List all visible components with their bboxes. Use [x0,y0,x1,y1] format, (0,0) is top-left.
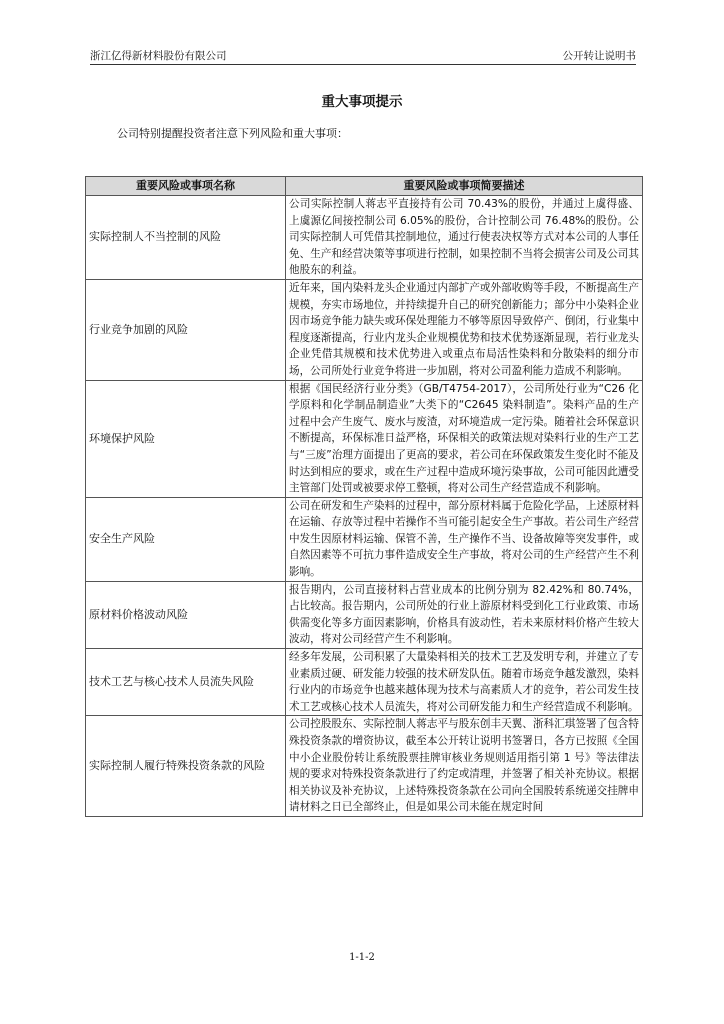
company-name: 浙江亿得新材料股份有限公司 [90,50,227,62]
risk-name: 实际控制人履行特殊投资条款的风险 [86,716,286,817]
risk-table [85,176,643,817]
risk-description: 报告期内，公司直接材料占营业成本的比例分别为 82.42%和 80.74%，占比较高。报告期内，公司所处的行业上游原材料受到化工行业政策、市场供需变化等多方面因素影响，价格具有波动性，若未来原材料价格产生较大波动，将对公司经营产生不利影响。 [286,581,643,648]
risk-name: 技术工艺与核心技术人员流失风险 [86,649,286,716]
table-row [86,497,643,581]
page-header [90,46,636,65]
intro-text: 公司特别提醒投资者注意下列风险和重大事项： [117,127,348,140]
column-header-desc: 重要风险或事项简要描述 [286,177,643,196]
table-row [86,196,643,280]
table-row [86,716,643,817]
table-row [86,279,643,380]
risk-description: 公司控股股东、实际控制人蒋志平与股东创丰天翼、浙科汇琪签署了包含特殊投资条款的增资协议，截至本公开转让说明书签署日，各方已按照《全国中小企业股份转让系统股票挂牌审核业务规则适用指引第 1 号》等法律法规的要求对特殊投资条款进行了约定或清理，并签署了相关补充协议。根据相关协议及补充协议，上述特殊投资条款在公司向全国股转系统递交挂牌申请材料之日已全部终止，但是如果公司未能在规定时间 [286,716,643,817]
table-row [86,380,643,497]
risk-name: 行业竞争加剧的风险 [86,279,286,380]
risk-description: 根据《国民经济行业分类》（GB/T4754-2017），公司所处行业为“C26 化学原料和化学制品制造业”大类下的“C2645 染料制造”。染料产品的生产过程中会产生废气、废水与废渣，对环境造成一定污染。随着社会环保意识不断提高，环保标准日益严格，环保相关的政策法规对染料行业的生产工艺与“三废”治理方面提出了更高的要求，若公司在环保政策发生变化时不能及时达到相应的要求，或在生产过程中造成环境污染事故，公司可能因此遭受主管部门处罚或被要求停工整顿，将对公司生产经营造成不利影响。 [286,380,643,497]
risk-name: 安全生产风险 [86,497,286,581]
risk-name: 原材料价格波动风险 [86,581,286,648]
table-row [86,581,643,648]
risk-name: 环境保护风险 [86,380,286,497]
page-number: 1-1-2 [349,952,375,963]
risk-name: 实际控制人不当控制的风险 [86,196,286,280]
risk-description: 经多年发展，公司积累了大量染料相关的技术工艺及发明专利，并建立了专业素质过硬、研发能力较强的技术研发队伍。随着市场竞争越发激烈，染料行业内的市场竞争也越来越体现为技术与高素质人才的竞争，若公司发生技术工艺或核心技术人员流失，将对公司研发能力和生产经营造成不利影响。 [286,649,643,716]
document-type: 公开转让说明书 [562,50,636,62]
risk-description: 近年来，国内染料龙头企业通过内部扩产或外部收购等手段，不断提高生产规模，夯实市场地位，并持续提升自己的研究创新能力；部分中小染料企业因市场竞争能力缺失或环保处理能力不够等原因导致停产、倒闭，行业集中程度逐渐提高，行业内龙头企业规模优势和技术优势逐渐显现，若行业龙头企业凭借其规模和技术优势进入或重点布局活性染料和分散染料的细分市场，公司所处行业竞争将进一步加剧，将对公司盈利能力造成不利影响。 [286,279,643,380]
table-header-row [86,177,643,196]
page-title: 重大事项提示 [321,94,403,110]
column-header-name: 重要风险或事项名称 [86,177,286,196]
risk-description: 公司实际控制人蒋志平直接持有公司 70.43%的股份，并通过上虞得盛、上虞源亿间接控制公司 6.05%的股份，合计控制公司 76.48%的股份。公司实际控制人可凭借其控制地位，通过行使表决权等方式对本公司的人事任免、生产和经营决策等事项进行控制，如果控制不当将会损害公司及公司其他股东的利益。 [286,196,643,280]
table-row [86,649,643,716]
risk-description: 公司在研发和生产染料的过程中，部分原材料属于危险化学品，上述原材料在运输、存放等过程中若操作不当可能引起安全生产事故。若公司生产经营中发生因原材料运输、保管不善，生产操作不当、设备故障等突发事件，或自然因素等不可抗力事件造成安全生产事故，将对公司的生产经营产生不利影响。 [286,497,643,581]
